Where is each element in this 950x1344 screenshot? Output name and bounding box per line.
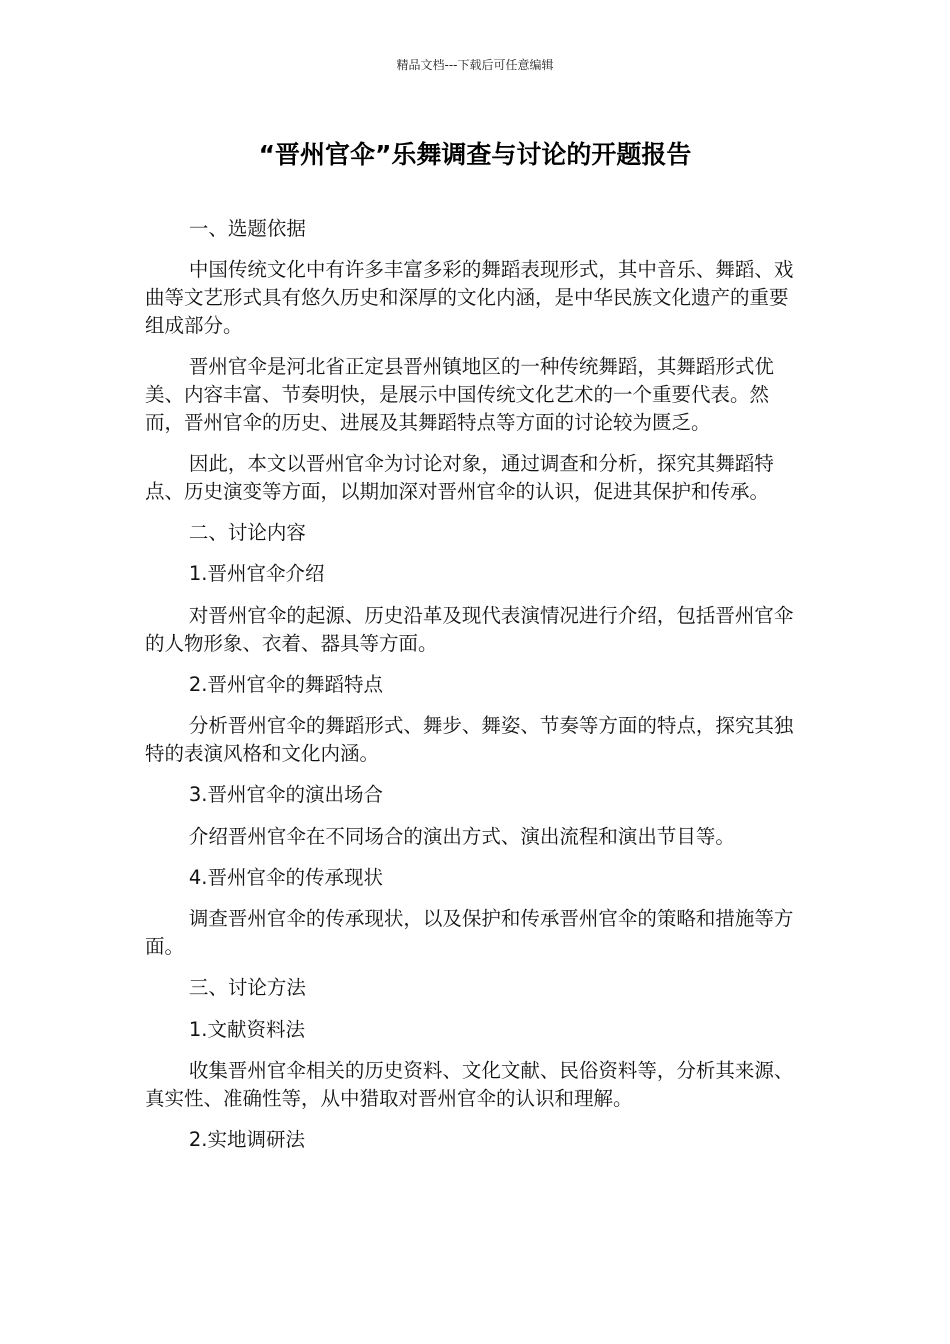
paragraph: 调查晋州官伞的传承现状，以及保护和传承晋州官伞的策略和措施等方面。 <box>145 907 794 958</box>
section-heading-3: 三、讨论方法 <box>188 976 306 1000</box>
document-title: “晋州官伞”乐舞调查与讨论的开题报告 <box>258 140 692 169</box>
paragraph: 分析晋州官伞的舞蹈形式、舞步、舞姿、节奏等方面的特点，探究其独特的表演风格和文化内涵。 <box>145 714 794 765</box>
paragraph: 对晋州官伞的起源、历史沿革及现代表演情况进行介绍，包括晋州官伞的人物形象、衣着、器具等方面。 <box>145 603 794 655</box>
document-body <box>145 215 805 1167</box>
subsection-heading: 3.晋州官伞的演出场合 <box>188 783 383 807</box>
subsection-heading: 1.文献资料法 <box>188 1017 305 1041</box>
paragraph: 因此，本文以晋州官伞为讨论对象，通过调查和分析，探究其舞蹈特点、历史演变等方面，以期加深对晋州官伞的认识，促进其保护和传承。 <box>145 452 774 503</box>
page-header: 精品文档---下载后可任意编辑 <box>396 58 554 72</box>
subsection-heading: 1.晋州官伞介绍 <box>188 562 325 586</box>
section-heading-1: 一、选题依据 <box>188 217 306 240</box>
section-heading-2: 二、讨论内容 <box>188 521 306 545</box>
subsection-heading: 2.晋州官伞的舞蹈特点 <box>188 672 383 696</box>
paragraph: 晋州官伞是河北省正定县晋州镇地区的一种传统舞蹈，其舞蹈形式优美、内容丰富、节奏明快，是展示中国传统文化艺术的一个重要代表。然而，晋州官伞的历史、进展及其舞蹈特点等方面的讨论较为匮乏。 <box>145 355 774 434</box>
subsection-heading: 2.实地调研法 <box>188 1127 305 1151</box>
paragraph: 介绍晋州官伞在不同场合的演出方式、演出流程和演出节目等。 <box>188 824 735 848</box>
subsection-heading: 4.晋州官伞的传承现状 <box>188 865 383 889</box>
paragraph: 中国传统文化中有许多丰富多彩的舞蹈表现形式，其中音乐、舞蹈、戏曲等文艺形式具有悠久历史和深厚的文化内涵，是中华民族文化遗产的重要组成部分。 <box>145 258 794 337</box>
paragraph: 收集晋州官伞相关的历史资料、文化文献、民俗资料等，分析其来源、真实性、准确性等，从中猎取对晋州官伞的认识和理解。 <box>145 1058 794 1110</box>
